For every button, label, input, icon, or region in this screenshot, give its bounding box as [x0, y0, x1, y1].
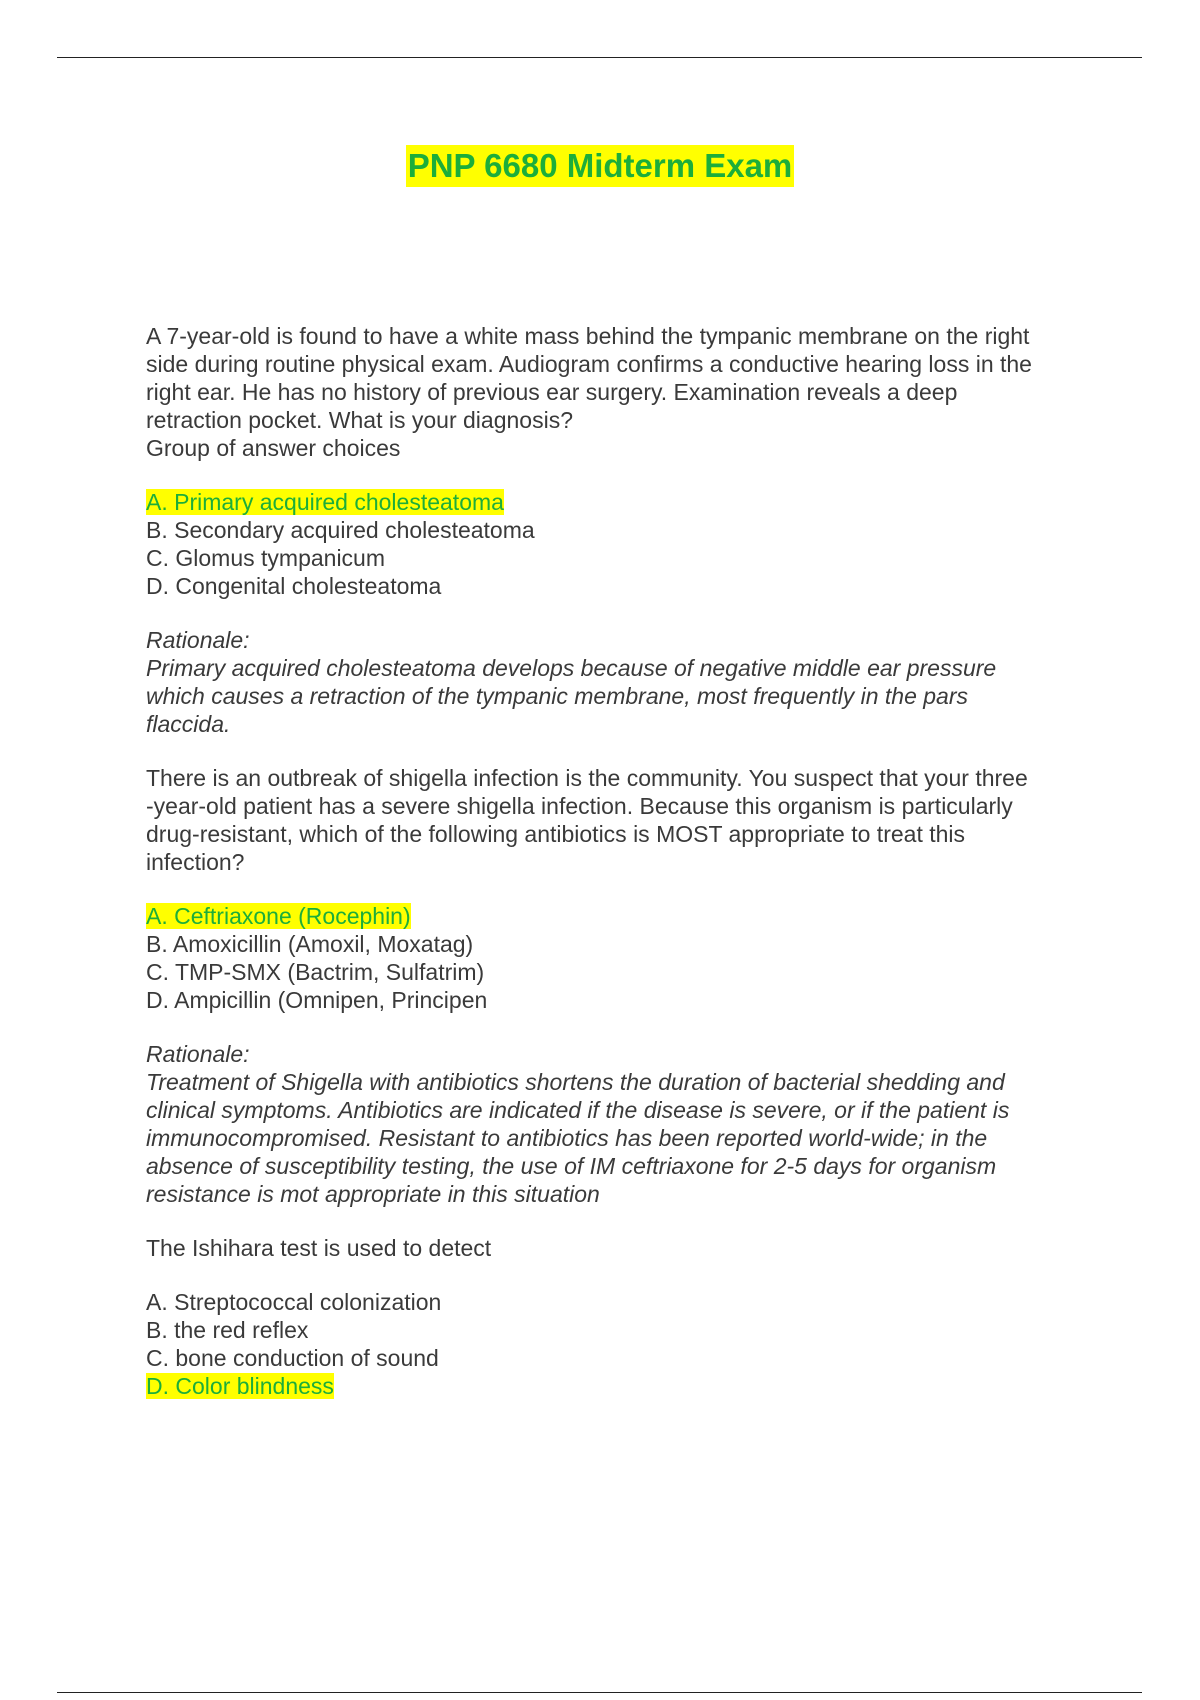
choice-correct — [146, 902, 1086, 930]
question-line: There is an outbreak of shigella infection is the community. You suspect that your three — [146, 765, 1028, 791]
choice-correct — [146, 488, 1086, 516]
rationale-line: absence of susceptibility testing, the use of IM ceftriaxone for 2-5 days for organism — [146, 1153, 997, 1179]
exam-content — [146, 322, 1086, 1400]
question-1-text — [146, 322, 1086, 462]
question-line: right ear. He has no history of previous ear surgery. Examination reveals a deep — [146, 379, 958, 405]
question-line: A 7-year-old is found to have a white mass behind the tympanic membrane on the right — [146, 323, 1030, 349]
highlighted-answer: A. Primary acquired cholesteatoma — [146, 489, 504, 515]
question-1 — [146, 322, 1086, 738]
choice: C. bone conduction of sound — [146, 1345, 439, 1371]
choice: A. Streptococcal colonization — [146, 1289, 442, 1315]
choice: D. Ampicillin (Omnipen, Principen — [146, 987, 488, 1013]
bottom-rule — [57, 1692, 1142, 1693]
question-line: drug-resistant, which of the following antibiotics is MOST appropriate to treat this — [146, 821, 966, 847]
question-line: side during routine physical exam. Audiogram confirms a conductive hearing loss in the — [146, 351, 1032, 377]
question-line: infection? — [146, 849, 245, 875]
choice-correct — [146, 1372, 1086, 1400]
choice: B. Amoxicillin (Amoxil, Moxatag) — [146, 931, 474, 957]
rationale-label: Rationale: — [146, 1041, 250, 1067]
question-line: The Ishihara test is used to detect — [146, 1235, 492, 1261]
top-rule — [57, 57, 1142, 58]
highlighted-answer: A. Ceftriaxone (Rocephin) — [146, 903, 411, 929]
question-1-choices — [146, 488, 1086, 600]
highlighted-answer: D. Color blindness — [146, 1373, 334, 1399]
rationale-line: resistance is mot appropriate in this situation — [146, 1181, 600, 1207]
question-3-choices — [146, 1288, 1086, 1400]
choice: C. TMP-SMX (Bactrim, Sulfatrim) — [146, 959, 485, 985]
rationale-line: clinical symptoms. Antibiotics are indicated if the disease is severe, or if the patient is — [146, 1097, 1010, 1123]
question-3 — [146, 1234, 1086, 1400]
title-wrap — [0, 145, 1200, 187]
choice: B. the red reflex — [146, 1317, 309, 1343]
question-1-rationale — [146, 626, 1086, 738]
question-line: -year-old patient has a severe shigella infection. Because this organism is particularly — [146, 793, 1013, 819]
choice: B. Secondary acquired cholesteatoma — [146, 517, 535, 543]
rationale-line: flaccida. — [146, 711, 231, 737]
question-3-text — [146, 1234, 1086, 1262]
rationale-line: which causes a retraction of the tympanic membrane, most frequently in the pars — [146, 683, 969, 709]
page-title: PNP 6680 Midterm Exam — [406, 145, 795, 187]
rationale-line: immunocompromised. Resistant to antibiotics has been reported world-wide; in the — [146, 1125, 988, 1151]
choice: D. Congenital cholesteatoma — [146, 573, 442, 599]
rationale-line: Treatment of Shigella with antibiotics shortens the duration of bacterial shedding and — [146, 1069, 1005, 1095]
question-2-rationale — [146, 1040, 1086, 1208]
question-2-choices — [146, 902, 1086, 1014]
question-line: retraction pocket. What is your diagnosis? — [146, 407, 573, 433]
rationale-line: Primary acquired cholesteatoma develops because of negative middle ear pressure — [146, 655, 997, 681]
choice: C. Glomus tympanicum — [146, 545, 386, 571]
question-2-text — [146, 764, 1086, 876]
answer-choices-label: Group of answer choices — [146, 435, 401, 461]
rationale-label: Rationale: — [146, 627, 250, 653]
question-2 — [146, 764, 1086, 1208]
